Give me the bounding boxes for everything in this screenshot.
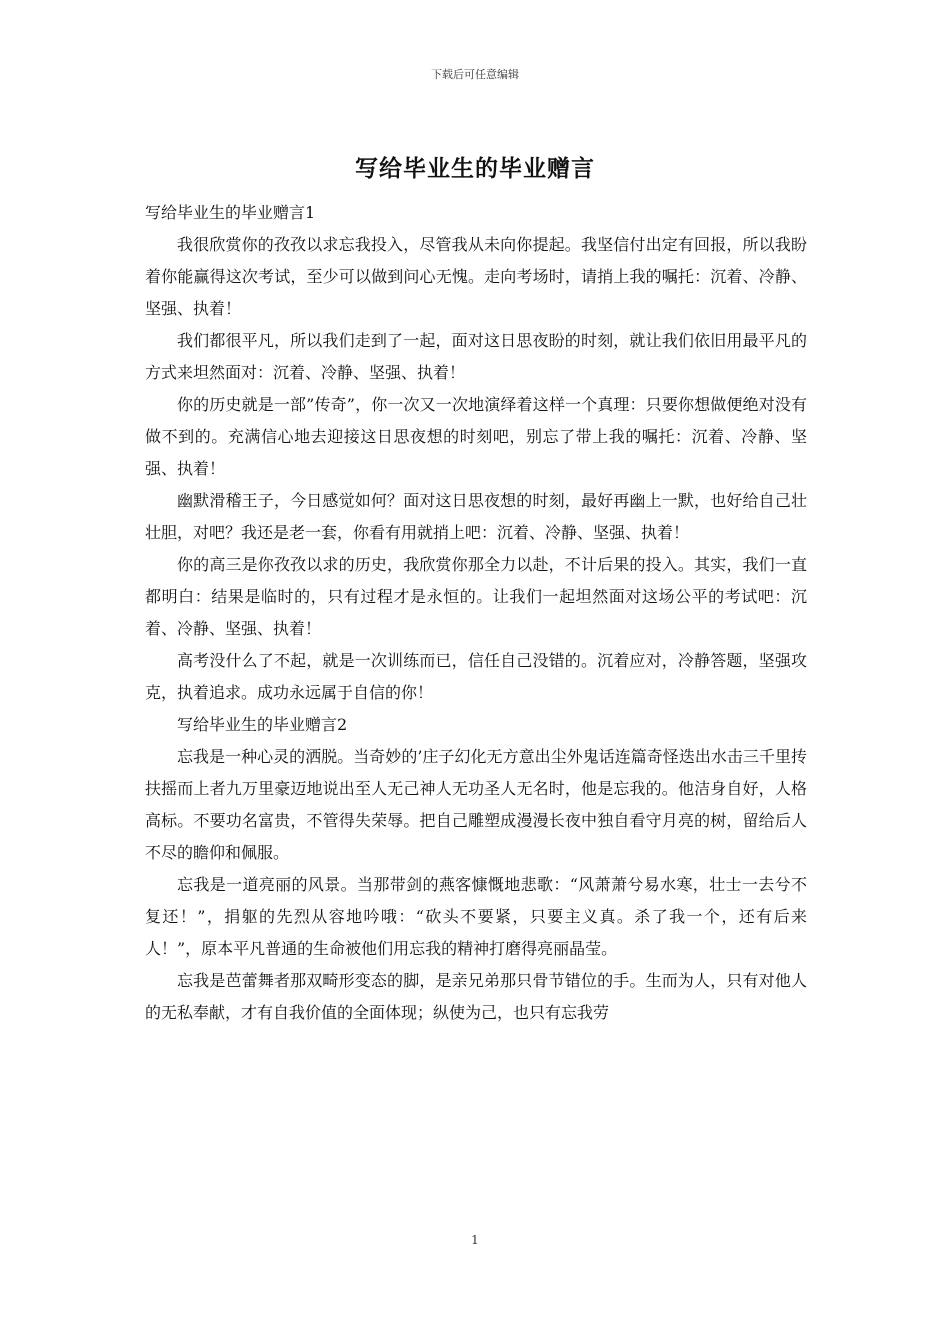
paragraph: 我很欣赏你的孜孜以求忘我投入，尽管我从未向你提起。我坚信付出定有回报，所以我盼着你能赢得这次考试，至少可以做到问心无愧。走向考场时，请捎上我的嘱托：沉着、冷静、坚强、执着！ <box>145 235 807 318</box>
paragraph: 你的历史就是一部”传奇”，你一次又一次地演绎着这样一个真理：只要你想做便绝对没有做不到的。充满信心地去迎接这日思夜想的时刻吧，别忘了带上我的嘱托：沉着、冷静、坚强、执着！ <box>145 395 807 478</box>
document-title: 写给毕业生的毕业赠言 <box>355 155 595 182</box>
paragraph: 忘我是一道亮丽的风景。当那带剑的燕客慷慨地悲歌：“风萧萧兮易水寒，壮士一去兮不复还！”，捐躯的先烈从容地吟哦：“砍头不要紧，只要主义真。杀了我一个，还有后来人！”，原本平凡普通的生命被他们用忘我的精神打磨得亮丽晶莹。 <box>145 875 807 958</box>
paragraph: 忘我是一种心灵的洒脱。当奇妙的’庄子幻化无方意出尘外鬼话连篇奇怪迭出水击三千里抟扶摇而上者九万里豪迈地说出至人无己神人无功圣人无名时，他是忘我的。他洁身自好，人格高标。不要功名富贵，不管得失荣辱。把自己雕塑成漫漫长夜中独自看守月亮的树，留给后人不尽的瞻仰和佩服。 <box>145 747 807 862</box>
paragraph: 我们都很平凡，所以我们走到了一起，面对这日思夜盼的时刻，就让我们依旧用最平凡的方式来坦然面对：沉着、冷静、坚强、执着！ <box>145 331 807 382</box>
section-heading-2: 写给毕业生的毕业赠言2 <box>177 715 348 734</box>
section-heading-1: 写给毕业生的毕业赠言1 <box>145 203 316 222</box>
paragraph: 忘我是芭蕾舞者那双畸形变态的脚，是亲兄弟那只骨节错位的手。生而为人，只有对他人的无私奉献，才有自我价值的全面体现；纵使为己，也只有忘我劳 <box>145 971 807 1022</box>
paragraph: 你的高三是你孜孜以求的历史，我欣赏你那全力以赴，不计后果的投入。其实，我们一直都明白：结果是临时的，只有过程才是永恒的。让我们一起坦然面对这场公平的考试吧：沉着、冷静、坚强、执着！ <box>145 555 807 638</box>
paragraph: 幽默滑稽王子，今日感觉如何？面对这日思夜想的时刻，最好再幽上一默，也好给自己壮壮胆，对吧？我还是老一套，你看有用就捎上吧：沉着、冷静、坚强、执着！ <box>145 491 807 542</box>
document-body <box>145 197 807 1029</box>
page-header: 下载后可任意编辑 <box>431 68 519 81</box>
paragraph: 高考没什么了不起，就是一次训练而已，信任自己没错的。沉着应对，冷静答题，坚强攻克，执着追求。成功永远属于自信的你！ <box>145 651 807 702</box>
page-number: 1 <box>471 1233 479 1247</box>
